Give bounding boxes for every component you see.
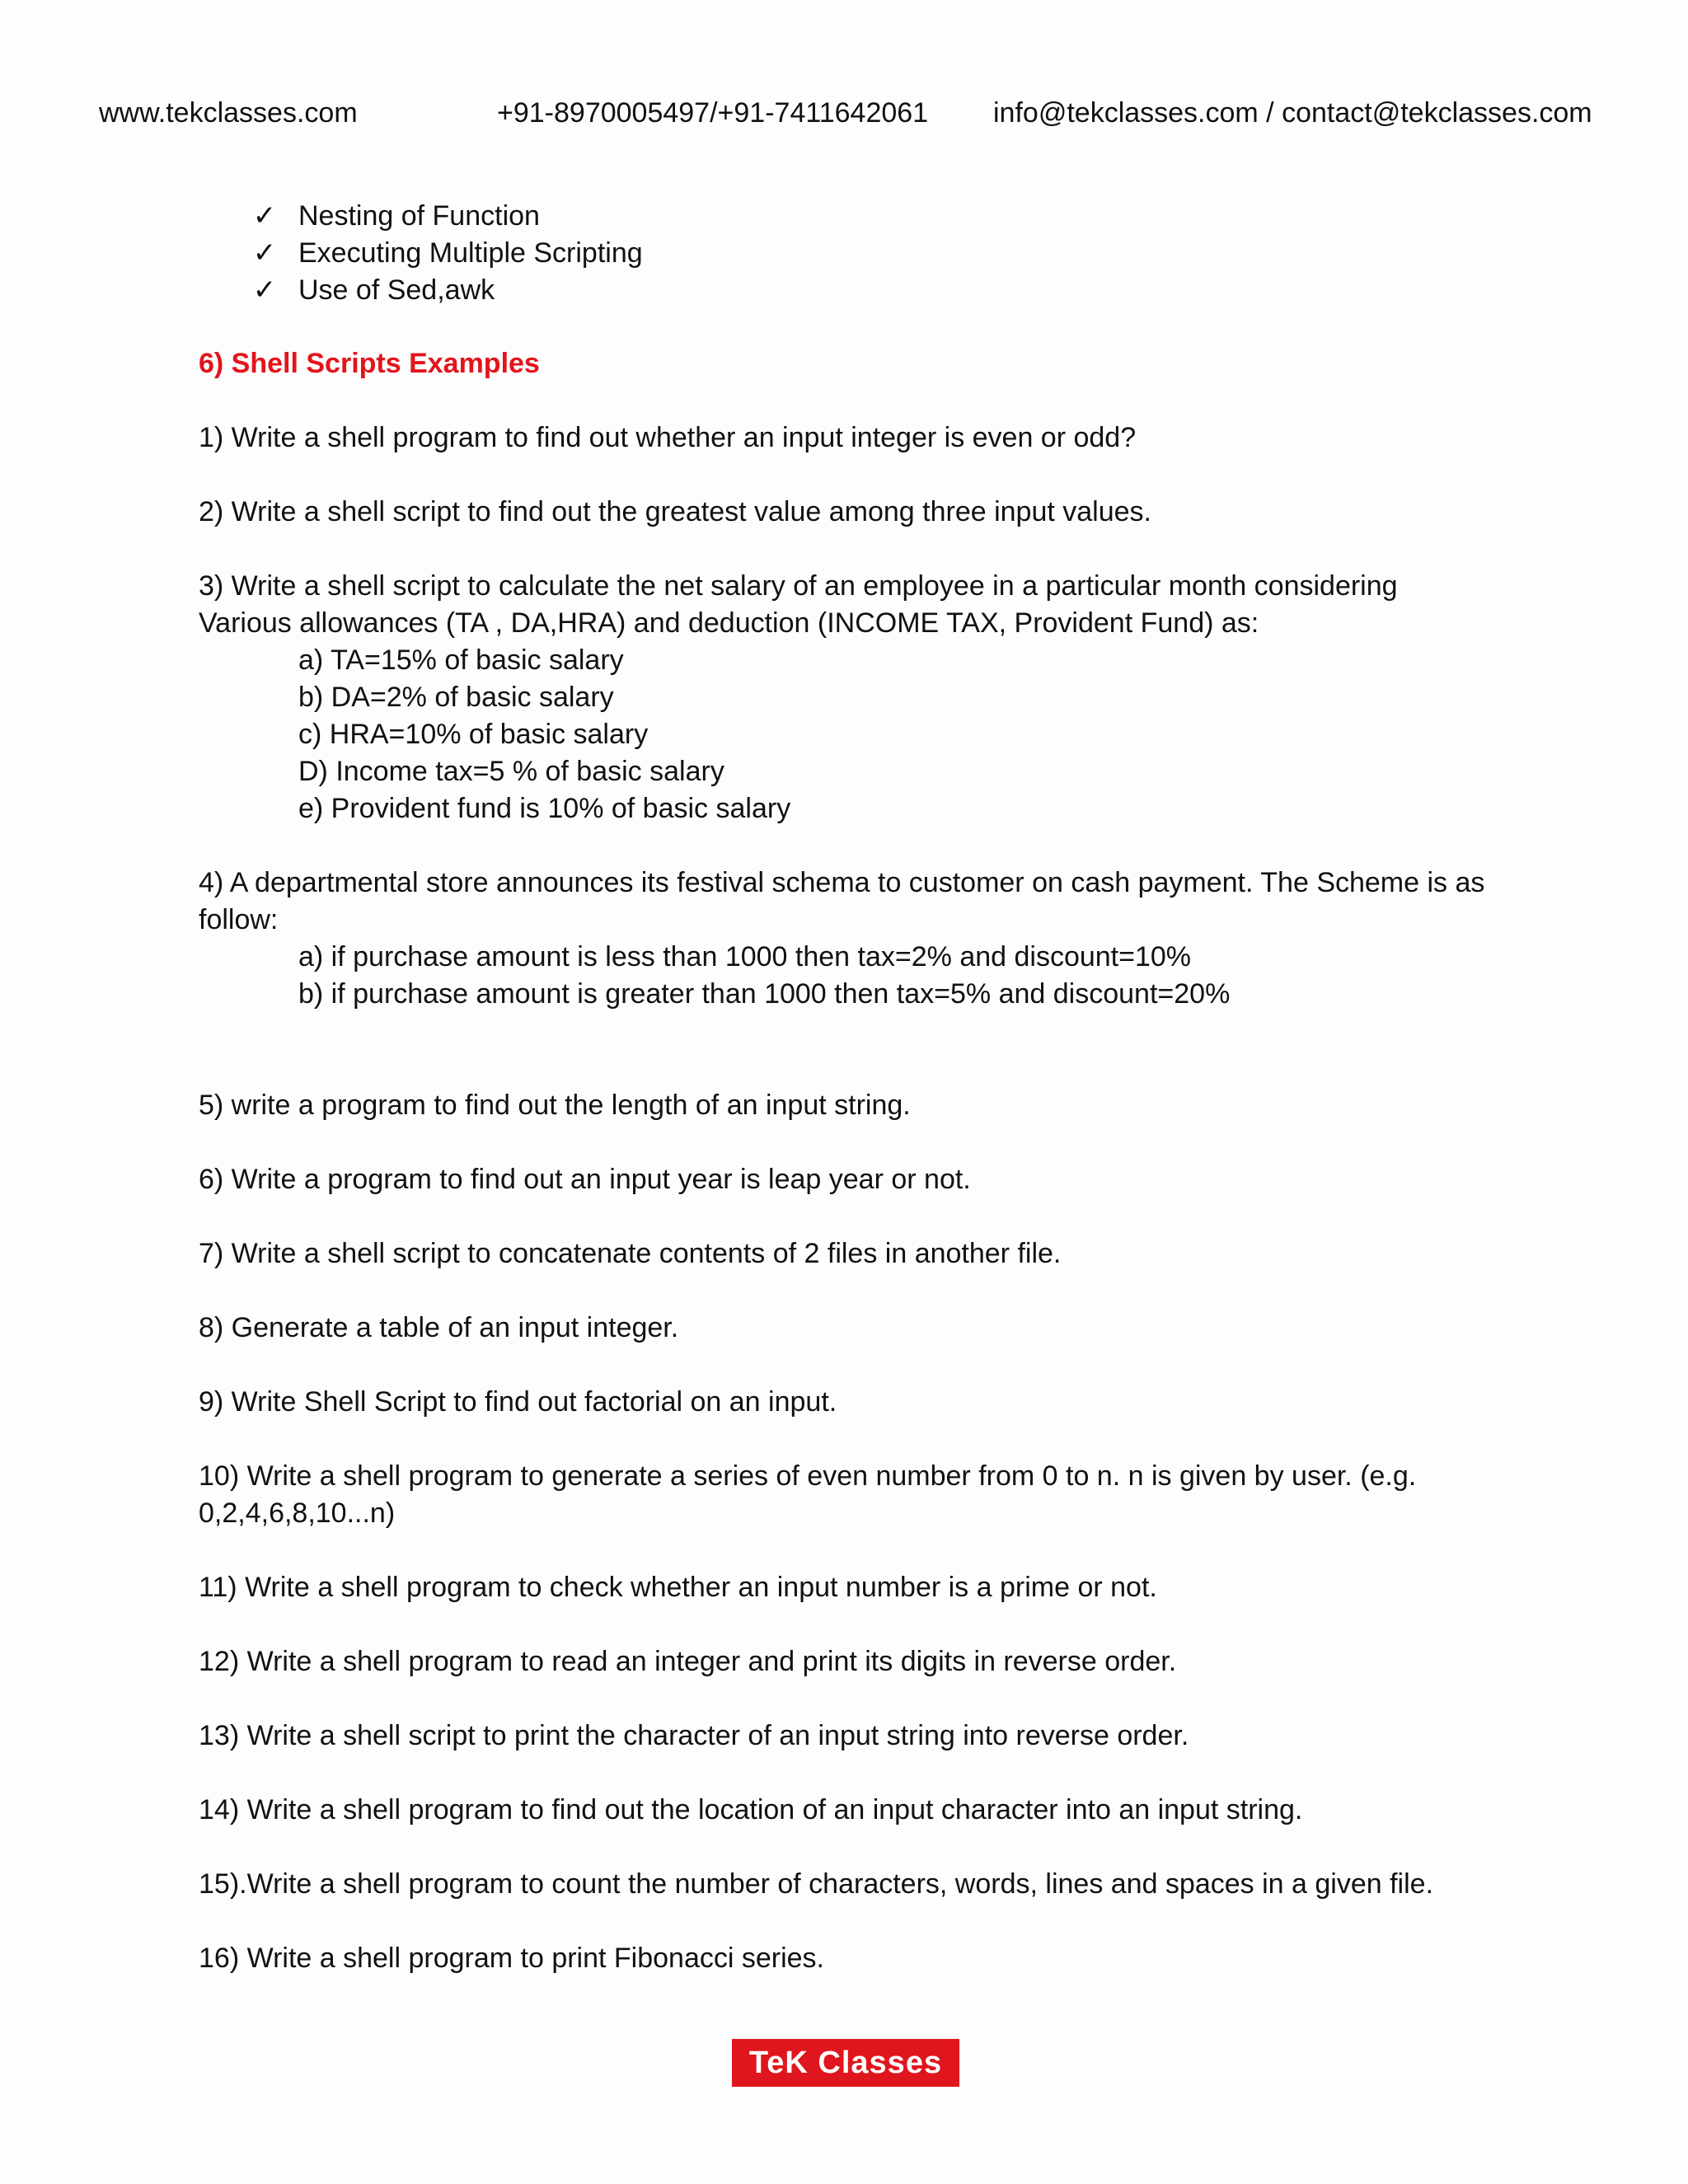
question-14: 14) Write a shell program to find out the location of an input character into an input string. bbox=[199, 1794, 1303, 1825]
header-email: info@tekclasses.com / contact@tekclasses.com bbox=[993, 97, 1592, 129]
sub-item: b) if purchase amount is greater than 1000 then tax=5% and discount=20% bbox=[298, 978, 1231, 1010]
question-9: 9) Write Shell Script to find out factorial on an input. bbox=[199, 1386, 837, 1418]
question-5: 5) write a program to find out the length of an input string. bbox=[199, 1090, 911, 1121]
question-15: 15).Write a shell program to count the number of characters, words, lines and spaces in a given file. bbox=[199, 1868, 1434, 1900]
question-10: 10) Write a shell program to generate a series of even number from 0 to n. n is given by user. (e.g. 0,2,4,6,8,10...n) bbox=[199, 1460, 1417, 1529]
question-3-sublist bbox=[199, 642, 1550, 827]
sub-item: e) Provident fund is 10% of basic salary bbox=[298, 793, 791, 824]
question-8: 8) Generate a table of an input integer. bbox=[199, 1312, 679, 1343]
header-phone: +91-8970005497/+91-7411642061 bbox=[497, 97, 929, 129]
checklist-item: ✓ Executing Multiple Scripting bbox=[199, 235, 1550, 272]
document-body bbox=[199, 198, 1550, 1977]
sub-item: D) Income tax=5 % of basic salary bbox=[298, 756, 724, 787]
checklist-item: ✓ Nesting of Function bbox=[199, 198, 1550, 235]
question-12: 12) Write a shell program to read an integer and print its digits in reverse order. bbox=[199, 1646, 1177, 1677]
question-3: 3) Write a shell script to calculate the net salary of an employee in a particular month considering Various allowances (TA , DA,HRA) and deduction (INCOME TAX, Provident Fund) as: a) TA=15% of basic salary b) DA=2% of basic salary c) HRA=10% of basic salary D) Income tax=5 % of basic salary e) Provident fund is 10% of basic salary bbox=[199, 568, 1550, 827]
sub-item: c) HRA=10% of basic salary bbox=[298, 719, 649, 750]
header-website: www.tekclasses.com bbox=[99, 97, 358, 129]
sub-item: a) if purchase amount is less than 1000 then tax=2% and discount=10% bbox=[298, 941, 1192, 972]
sub-item: a) TA=15% of basic salary bbox=[298, 644, 624, 676]
question-4-sublist bbox=[199, 939, 1550, 1013]
checklist-item: ✓ Use of Sed,awk bbox=[199, 272, 1550, 309]
checkmark-icon: ✓ bbox=[252, 200, 277, 232]
section-heading: 6) Shell Scripts Examples bbox=[199, 348, 540, 379]
checkmark-icon: ✓ bbox=[252, 237, 277, 269]
question-4: 4) A departmental store announces its festival schema to customer on cash payment. The Scheme is as follow: a) if purchase amount is less than 1000 then tax=2% and discount=10% b) if purchase amount is greater than 1000 then tax=5% and discount=20% bbox=[199, 865, 1550, 1013]
question-1: 1) Write a shell program to find out whether an input integer is even or odd? bbox=[199, 422, 1137, 453]
checkmark-icon: ✓ bbox=[252, 274, 277, 306]
question-13: 13) Write a shell script to print the character of an input string into reverse order. bbox=[199, 1720, 1189, 1751]
sub-item: b) DA=2% of basic salary bbox=[298, 682, 614, 713]
tek-classes-logo: TeK Classes bbox=[732, 2039, 959, 2087]
question-11: 11) Write a shell program to check whether an input number is a prime or not. bbox=[199, 1572, 1157, 1603]
question-16: 16) Write a shell program to print Fibonacci series. bbox=[199, 1943, 825, 1974]
question-2: 2) Write a shell script to find out the greatest value among three input values. bbox=[199, 496, 1151, 527]
page-header bbox=[99, 97, 1592, 138]
question-6: 6) Write a program to find out an input year is leap year or not. bbox=[199, 1164, 971, 1195]
question-7: 7) Write a shell script to concatenate contents of 2 files in another file. bbox=[199, 1238, 1062, 1269]
checklist bbox=[199, 198, 1550, 309]
